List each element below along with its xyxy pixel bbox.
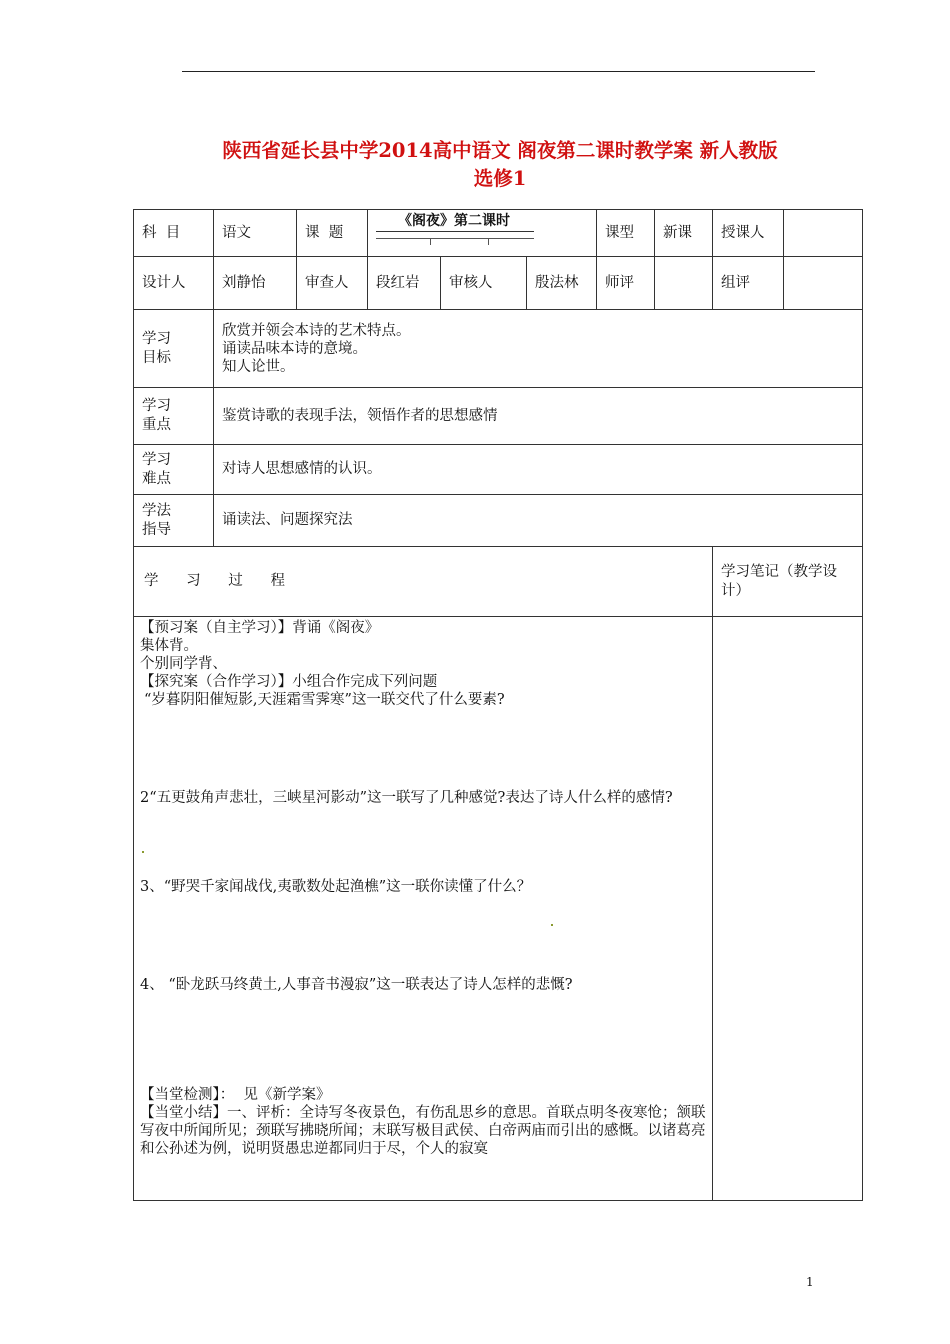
topic-tick — [488, 238, 489, 245]
process-line: 集体背。 — [140, 638, 198, 654]
group-eval-value — [784, 257, 863, 310]
notes-content — [713, 617, 863, 1201]
header-rule — [182, 71, 815, 72]
table-row-process-header — [134, 547, 863, 617]
label-line: 学习 — [142, 330, 171, 347]
lesson-plan-table — [133, 209, 863, 1201]
reviewer-label: 审查人 — [297, 257, 368, 310]
table-row-process-body — [134, 617, 863, 1201]
process-content — [134, 617, 713, 1201]
method-label — [134, 495, 214, 547]
document-title — [130, 137, 870, 193]
type-label: 课型 — [597, 210, 655, 257]
objective-item: 欣赏并领会本诗的艺术特点。 — [222, 322, 411, 339]
topic-label: 课 题 — [297, 210, 368, 257]
page-number: 1 — [806, 1275, 814, 1289]
difficulty-label — [134, 445, 214, 495]
label-line: 学习 — [142, 398, 171, 414]
stray-mark — [551, 924, 553, 926]
summary-text: 【当堂小结】一、评析：全诗写冬夜景色，有伤乱思乡的意思。首联点明冬夜寒怆；颔联写夜中所闻所见；颈联写拂晓所闻；末联写极目武侯、白帝两庙而引出的感慨。以诸葛亮和公孙述为例，说明贤愚忠逆都同归于尽，个人的寂寞 — [140, 1105, 706, 1157]
subject-value: 语文 — [214, 210, 297, 257]
label-line: 重点 — [142, 417, 171, 433]
label-line: 学法 — [142, 502, 171, 519]
label-line: 指导 — [142, 521, 171, 538]
preview-heading: 【预习案（自主学习）】背诵《阁夜》 — [140, 620, 380, 636]
table-row-difficulty — [134, 445, 863, 495]
label-line: 学习 — [142, 451, 171, 468]
process-line: 个别同学背、 — [140, 656, 227, 672]
designer-label: 设计人 — [134, 257, 214, 310]
focus-content: 鉴赏诗歌的表现手法，领悟作者的思想感情 — [214, 388, 863, 445]
difficulty-content: 对诗人思想感情的认识。 — [214, 445, 863, 495]
teacher-label: 授课人 — [713, 210, 784, 257]
designer-value: 刘静怡 — [214, 257, 297, 310]
question-3: 3、“野哭千家闻战伐,夷歌数处起渔樵”这一联你读懂了什么？ — [140, 879, 532, 895]
topic-underline — [376, 231, 534, 232]
process-header: 学 习 过 程 — [134, 547, 713, 617]
type-value: 新课 — [655, 210, 713, 257]
teacher-value — [784, 210, 863, 257]
focus-label — [134, 388, 214, 445]
reviewer-value: 段红岩 — [368, 257, 441, 310]
objectives-content — [214, 310, 863, 388]
objective-item: 知人论世。 — [222, 358, 295, 375]
objective-item: 诵读品味本诗的意境。 — [222, 340, 367, 357]
label-line: 目标 — [142, 349, 171, 366]
table-row-info-1 — [134, 210, 863, 257]
objectives-label — [134, 310, 214, 388]
teacher-eval-value — [655, 257, 713, 310]
notes-header: 学习笔记（教学设计） — [713, 547, 863, 617]
table-row-method — [134, 495, 863, 547]
topic-tick — [430, 238, 431, 245]
question-2: 2“五更鼓角声悲壮，三峡星河影动”这一联写了几种感觉?表达了诗人什么样的感情? — [140, 790, 673, 806]
method-content: 诵读法、问题探究法 — [214, 495, 863, 547]
title-line-1: 陕西省延长县中学2014高中语文 阁夜第二课时教学案 新人教版 — [222, 139, 778, 162]
checker-label: 审核人 — [441, 257, 527, 310]
teacher-eval-label: 师评 — [597, 257, 655, 310]
table-row-focus — [134, 388, 863, 445]
subject-label: 科 目 — [134, 210, 214, 257]
checker-value: 殷法林 — [527, 257, 597, 310]
label-line: 难点 — [142, 470, 171, 487]
check-heading: 【当堂检测】： 见《新学案》 — [140, 1087, 331, 1103]
question-1: “岁暮阴阳催短影,天涯霜雪霁寒”这一联交代了什么要素? — [144, 692, 505, 708]
topic-value: 《阁夜》第二课时 — [398, 213, 510, 229]
table-row-objectives — [134, 310, 863, 388]
table-row-info-2 — [134, 257, 863, 310]
topic-value-cell — [368, 210, 597, 257]
topic-underline-2 — [376, 238, 534, 239]
group-eval-label: 组评 — [713, 257, 784, 310]
stray-mark — [142, 851, 144, 853]
explore-heading: 【探究案（合作学习）】小组合作完成下列问题 — [140, 674, 438, 690]
question-4: 4、 “卧龙跃马终黄土,人事音书漫寂”这一联表达了诗人怎样的悲慨? — [140, 977, 573, 993]
title-line-2: 选修1 — [473, 167, 527, 190]
